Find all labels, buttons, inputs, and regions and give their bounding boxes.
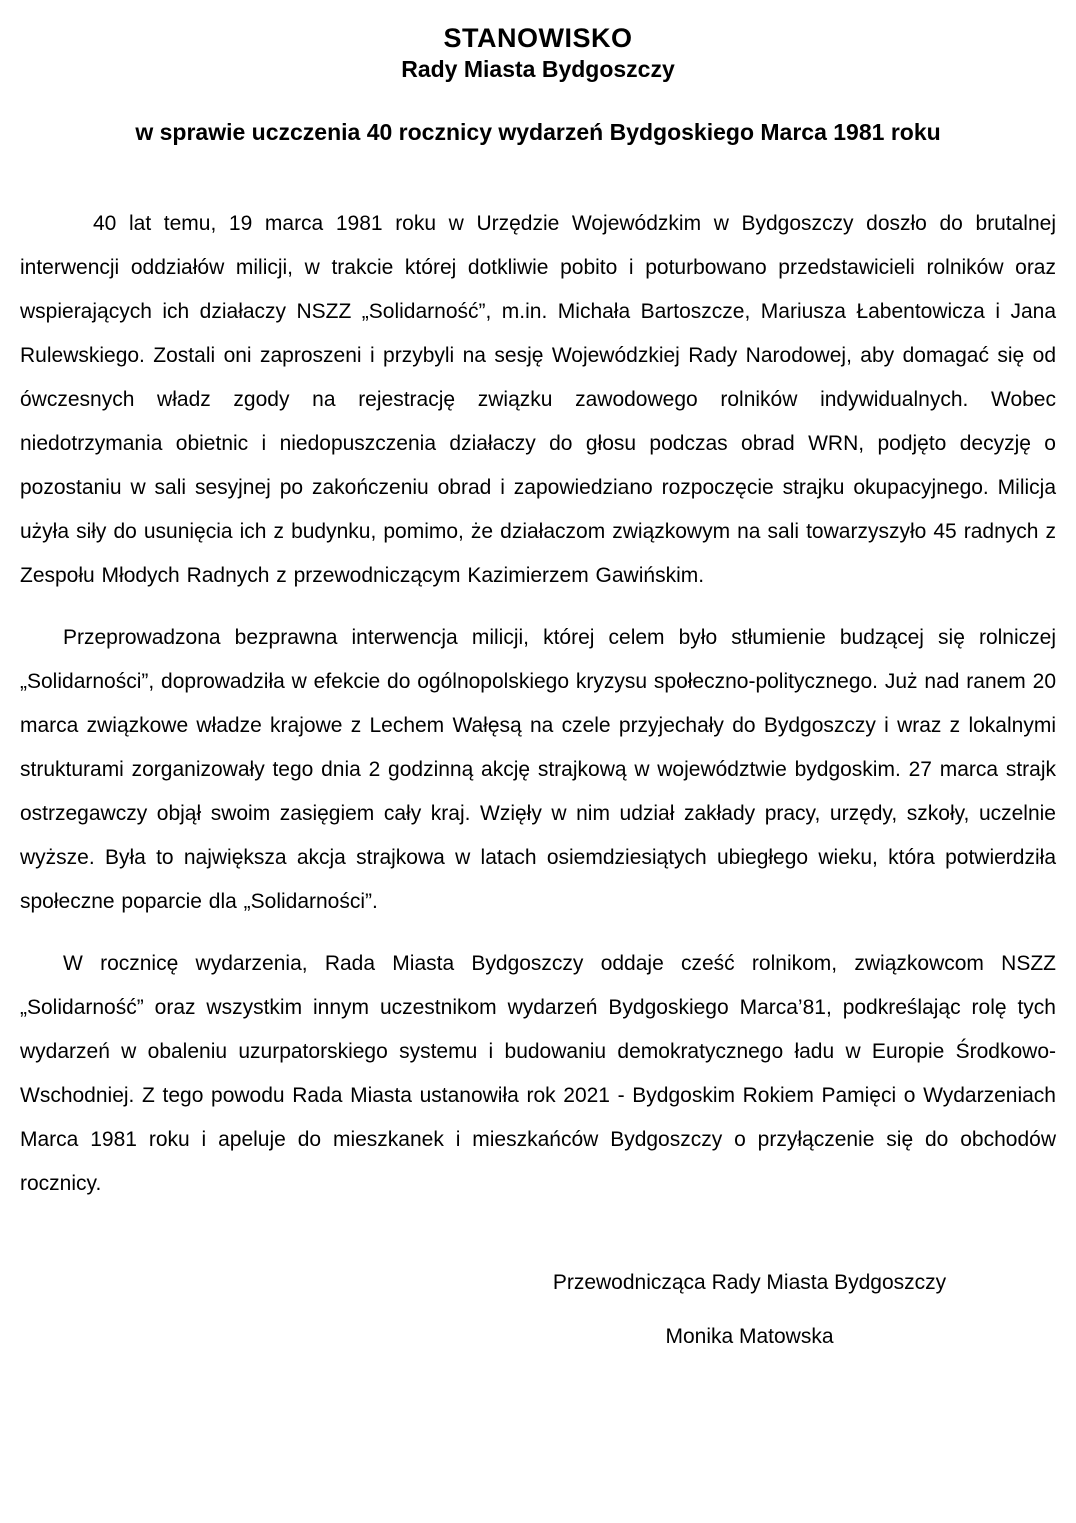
signature-name: Monika Matowska [665,1325,834,1348]
document-subject-line: w sprawie uczczenia 40 rocznicy wydarzeń Bydgoskiego Marca 1981 roku [135,119,941,145]
document-title: STANOWISKO [443,23,633,53]
body-paragraph-3: W rocznicę wydarzenia, Rada Miasta Bydgoszczy oddaje cześć rolnikom, związkowcom NSZZ „Solidarność” oraz wszystkim innym uczestnikom wydarzeń Bydgoskiego Marca’81, podkreślając rolę tych wydarzeń w obaleniu uzurpatorskiego systemu i budowaniu demokratycznego ładu w Europie Środkowo-Wschodniej. Z tego powodu Rada Miasta ustanowiła rok 2021 - Bydgoskim Rokiem Pamięci o Wydarzeniach Marca 1981 roku i apeluje do mieszkanek i mieszkańców Bydgoszczy o przyłączenie się do obchodów rocznicy. [20,952,1056,1195]
body-paragraph-1: 40 lat temu, 19 marca 1981 roku w Urzędzie Wojewódzkim w Bydgoszczy doszło do brutalnej interwencji oddziałów milicji, w trakcie której dotkliwie pobito i poturbowano przedstawicieli rolników oraz wspierających ich działaczy NSZZ „Solidarność”, m.in. Michała Bartoszcze, Mariusza Łabentowicza i Jana Rulewskiego. Zostali oni zaproszeni i przybyli na sesję Wojewódzkiej Rady Narodowej, aby domagać się od ówczesnych władz zgody na rejestrację związku zawodowego rolników indywidualnych. Wobec niedotrzymania obietnic i niedopuszczenia działaczy do głosu podczas obrad WRN, podjęto decyzję o pozostaniu w sali sesyjnej po zakończeniu obrad i zapowiedziano rozpoczęcie strajku okupacyjnego. Milicja użyła siły do usunięcia ich z budynku, pomimo, że działaczom związkowym na sali towarzyszyło 45 radnych z Zespołu Młodych Radnych z przewodniczącym Kazimierzem Gawińskim. [20,212,1056,587]
body-paragraph-2: Przeprowadzona bezprawna interwencja milicji, której celem było stłumienie budzącej się rolniczej „Solidarności”, doprowadziła w efekcie do ogólnopolskiego kryzysu społeczno-politycznego. Już nad ranem 20 marca związkowe władze krajowe z Lechem Wałęsą na czele przyjechały do Bydgoszczy i wraz z lokalnymi strukturami zorganizowały tego dnia 2 godzinną akcję strajkową w województwie bydgoskim. 27 marca strajk ostrzegawczy objął swoim zasięgiem cały kraj. Wzięły w nim udział zakłady pracy, urzędy, szkoły, uczelnie wyższe. Była to największa akcja strajkowa w latach osiemdziesiątych ubiegłego wieku, która potwierdziła społeczne poparcie dla „Solidarności”. [20,626,1056,913]
document-subtitle: Rady Miasta Bydgoszczy [401,56,675,82]
signature-block [443,1270,1056,1350]
signature-role: Przewodnicząca Rady Miasta Bydgoszczy [552,1271,947,1294]
